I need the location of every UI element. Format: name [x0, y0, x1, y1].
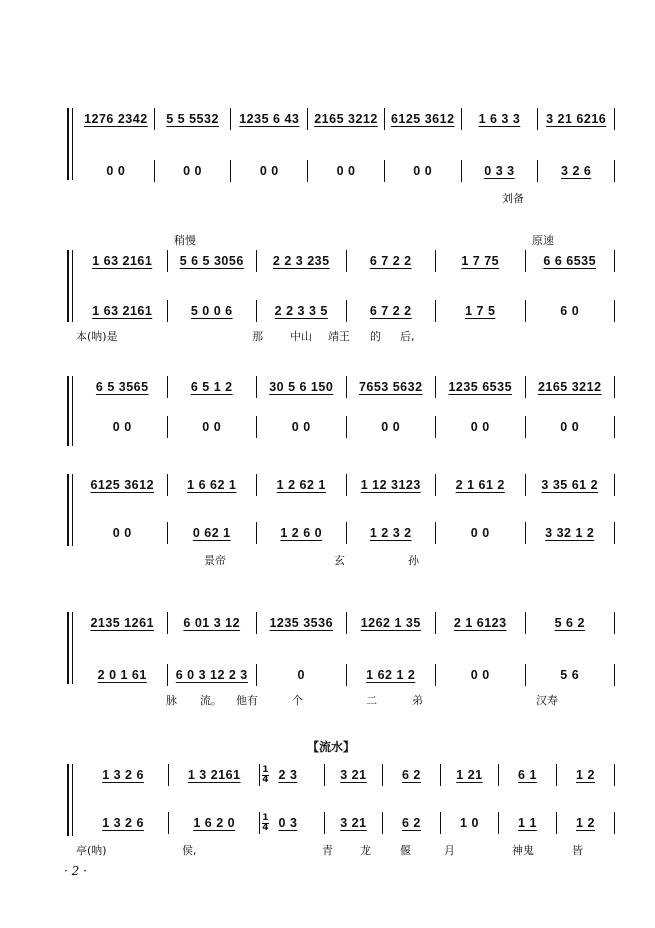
note-group: 2 3: [278, 768, 298, 782]
lyric: 皆: [572, 844, 583, 857]
lyrics-line: [76, 328, 615, 344]
note-group: 1 3 2 6: [102, 816, 144, 830]
measure: [526, 250, 616, 272]
lyric: 的: [370, 330, 381, 343]
note-group: 6 01 3 12: [183, 616, 241, 630]
note-group: 6125 3612: [90, 478, 155, 492]
page-number: · 2 ·: [64, 864, 87, 878]
measure: [155, 160, 232, 182]
note-group: 0: [297, 668, 305, 682]
measure: [557, 812, 615, 834]
upper-staff: [78, 108, 615, 130]
measure: [462, 108, 539, 130]
note-group: 3 32 1 2: [545, 526, 595, 540]
note-group: 1235 6 43: [239, 112, 300, 126]
measure: [526, 416, 616, 438]
measure: [257, 416, 347, 438]
measure: [168, 522, 258, 544]
note-group: 1 12 3123: [360, 478, 421, 492]
upper-staff: [78, 376, 615, 398]
note-group: 1 63 2161: [92, 254, 153, 268]
note-group: 1 62 1 2: [366, 668, 416, 682]
note-group: 0 0: [336, 164, 356, 178]
lyric: 他有: [236, 694, 258, 707]
upper-staff: [78, 764, 615, 786]
note-group: 1 6 3 3: [478, 112, 521, 126]
measure: [441, 812, 499, 834]
lyric: 脉: [166, 694, 177, 707]
note-group: 1 2 6 0: [280, 526, 323, 540]
note-group: 1276 2342: [84, 112, 148, 126]
note-group: 0 0: [183, 164, 203, 178]
note-group: 1 0: [460, 816, 479, 830]
measure: [168, 474, 258, 496]
note-group: 2 2 3 235: [272, 254, 330, 268]
measure: [78, 664, 168, 686]
lower-staff: [78, 664, 615, 686]
system-3: [70, 376, 615, 448]
note-group: 5 0 0 6: [190, 304, 233, 318]
measure: [78, 522, 168, 544]
lyric: 那: [252, 330, 263, 343]
measure: [347, 376, 437, 398]
measure: [526, 612, 616, 634]
lyric: 个: [292, 694, 303, 707]
lyric: 亭(呐): [76, 844, 107, 857]
measure: [78, 812, 169, 834]
note-group: 0 0: [112, 526, 132, 540]
lower-staff: [78, 812, 615, 834]
measure: [325, 764, 383, 786]
measure: [436, 250, 526, 272]
note-group: 1 21: [456, 768, 483, 782]
measure: [526, 522, 616, 544]
upper-staff: [78, 250, 615, 272]
note-group: 0 0: [470, 526, 490, 540]
system-brace-thin: [72, 764, 74, 836]
note-group: 1 2: [576, 816, 595, 830]
note-group: 2 1 6123: [453, 616, 507, 630]
measure: [347, 612, 437, 634]
measure: [526, 474, 616, 496]
measure: [260, 764, 325, 786]
tempo-mark-original: 原速: [532, 234, 554, 247]
measure: [499, 812, 557, 834]
note-group: 7653 5632: [358, 380, 423, 394]
note-group: 2165 3212: [314, 112, 378, 126]
measure: [257, 474, 347, 496]
note-group: 0 0: [381, 420, 401, 434]
upper-staff: [78, 474, 615, 496]
lyrics-line: [76, 692, 615, 708]
note-group: 1235 6535: [448, 380, 513, 394]
note-group: 30 5 6 150: [269, 380, 334, 394]
measure: [526, 376, 616, 398]
note-group: 6 5 3565: [95, 380, 149, 394]
note-group: 6 6 6535: [543, 254, 597, 268]
note-group: 1 7 5: [465, 304, 496, 318]
measure: [168, 300, 258, 322]
note-group: 0 0: [560, 420, 580, 434]
note-group: 1 3 2161: [187, 768, 241, 782]
measure: [499, 764, 557, 786]
lyric: 后,: [400, 330, 415, 343]
note-group: 6 2: [402, 816, 421, 830]
measure: [78, 108, 155, 130]
lyrics-line: [76, 190, 615, 206]
time-signature: 1 4: [262, 812, 269, 833]
note-group: 1 3 2 6: [102, 768, 144, 782]
lyric: 玄: [334, 554, 345, 567]
lower-staff: [78, 522, 615, 544]
lyrics-line: [76, 842, 615, 858]
lyric: 本(呐)是: [76, 330, 118, 343]
lyric: 靖王: [328, 330, 350, 343]
lyric: 神鬼: [512, 844, 534, 857]
measure: [257, 612, 347, 634]
note-group: 6 2: [402, 768, 421, 782]
measure: [78, 416, 168, 438]
lyric: 汉寿: [536, 694, 558, 707]
note-group: 3 21 6216: [546, 112, 607, 126]
note-group: 3 21: [340, 816, 367, 830]
measure: [260, 812, 325, 834]
system-brace-thin: [72, 108, 74, 180]
measure: [168, 376, 258, 398]
system-2: [70, 232, 615, 342]
measure: [257, 300, 347, 322]
lyric: 弟: [412, 694, 423, 707]
note-group: 6 7 2 2: [369, 304, 412, 318]
time-signature: 1 4: [262, 764, 269, 785]
note-group: 1 63 2161: [92, 304, 153, 318]
lower-staff: [78, 416, 615, 438]
note-group: 1262 1 35: [360, 616, 421, 630]
measure: [436, 664, 526, 686]
note-group: 1 2: [576, 768, 595, 782]
system-brace-thin: [72, 376, 74, 446]
measure: [557, 764, 615, 786]
measure: [436, 416, 526, 438]
note-group: 6 7 2 2: [369, 254, 412, 268]
upper-staff: [78, 612, 615, 634]
measure: [78, 764, 169, 786]
measure: [231, 160, 308, 182]
measure: [257, 664, 347, 686]
measure: [538, 160, 615, 182]
note-group: 0 0: [470, 668, 490, 682]
lyric: 偃: [400, 844, 411, 857]
measure: [526, 664, 616, 686]
measure: [169, 764, 260, 786]
measure: [78, 474, 168, 496]
measure: [436, 300, 526, 322]
system-1: [70, 100, 615, 205]
lyric: 中山: [290, 330, 312, 343]
measure: [308, 108, 385, 130]
lyric: 刘备: [502, 192, 524, 205]
measure: [441, 764, 499, 786]
tempo-mark-slow: 稍慢: [174, 234, 196, 247]
note-group: 1 6 62 1: [187, 478, 237, 492]
measure: [385, 160, 462, 182]
lyric: 侯,: [182, 844, 197, 857]
measure: [526, 300, 616, 322]
note-group: 3 2 6: [561, 164, 592, 178]
measure: [257, 376, 347, 398]
note-group: 0 0: [202, 420, 222, 434]
measure: [347, 416, 437, 438]
lyric: 二: [366, 694, 377, 707]
lyrics-line: [76, 552, 615, 568]
lyric: 景帝: [204, 554, 226, 567]
note-group: 0 0: [413, 164, 433, 178]
note-group: 0 0: [112, 420, 132, 434]
measure: [347, 664, 437, 686]
lyric: 青: [322, 844, 333, 857]
note-group: 0 0: [470, 420, 490, 434]
measure: [462, 160, 539, 182]
measure: [257, 250, 347, 272]
note-group: 1 7 75: [461, 254, 500, 268]
note-group: 5 6 5 3056: [179, 254, 244, 268]
measure: [383, 812, 441, 834]
measure: [78, 376, 168, 398]
lyric: 月: [444, 844, 455, 857]
note-group: 5 5 5532: [166, 112, 219, 126]
measure: [78, 250, 168, 272]
note-group: 5 6: [560, 668, 580, 682]
note-group: 6 0 3 12 2 3: [175, 668, 248, 682]
note-group: 0 0: [291, 420, 311, 434]
measure: [436, 474, 526, 496]
note-group: 1 1: [518, 816, 537, 830]
measure: [308, 160, 385, 182]
note-group: 3 35 61 2: [541, 478, 599, 492]
measure: [347, 474, 437, 496]
note-group: 5 6 2: [554, 616, 585, 630]
lyric: 孙: [408, 554, 419, 567]
system-brace-thin: [72, 250, 74, 322]
measure: [436, 376, 526, 398]
system-brace-thin: [72, 474, 74, 546]
note-group: 6 5 1 2: [190, 380, 233, 394]
system-5: [70, 610, 615, 710]
note-group: 1 2 3 2: [369, 526, 412, 540]
note-group: 6 1: [518, 768, 537, 782]
note-group: 6125 3612: [390, 112, 455, 126]
note-group: 2 1 61 2: [455, 478, 505, 492]
note-group: 1 2 62 1: [276, 478, 326, 492]
lyric: 龙: [360, 844, 371, 857]
measure: [78, 612, 168, 634]
note-group: 2 0 1 61: [97, 668, 147, 682]
measure: [168, 416, 258, 438]
measure: [168, 664, 258, 686]
note-group: 1 6 2 0: [193, 816, 236, 830]
note-group: 1235 3536: [269, 616, 334, 630]
measure: [538, 108, 615, 130]
measure: [78, 300, 168, 322]
lyric: 流。: [200, 694, 222, 707]
measure: [168, 250, 258, 272]
measure: [385, 108, 462, 130]
section-title: 【流水】: [307, 740, 356, 754]
measure: [347, 522, 437, 544]
system-6: [70, 760, 615, 860]
system-4: [70, 470, 615, 570]
note-group: 6 0: [560, 304, 580, 318]
note-group: 2 2 3 3 5: [274, 304, 328, 318]
measure: [347, 250, 437, 272]
note-group: 2165 3212: [537, 380, 602, 394]
system-brace-thin: [72, 612, 74, 684]
note-group: 0 3: [278, 816, 298, 830]
lower-staff: [78, 160, 615, 182]
measure: [436, 522, 526, 544]
note-group: 0 3 3: [484, 164, 515, 178]
measure: [168, 612, 258, 634]
note-group: 3 21: [340, 768, 367, 782]
note-group: 2135 1261: [90, 616, 155, 630]
measure: [436, 612, 526, 634]
note-group: 0 0: [259, 164, 279, 178]
measure: [231, 108, 308, 130]
measure: [257, 522, 347, 544]
measure: [325, 812, 383, 834]
note-group: 0 0: [106, 164, 126, 178]
measure: [155, 108, 232, 130]
measure: [383, 764, 441, 786]
measure: [169, 812, 260, 834]
note-group: 0 62 1: [192, 526, 231, 540]
measure: [78, 160, 155, 182]
lower-staff: [78, 300, 615, 322]
measure: [347, 300, 437, 322]
